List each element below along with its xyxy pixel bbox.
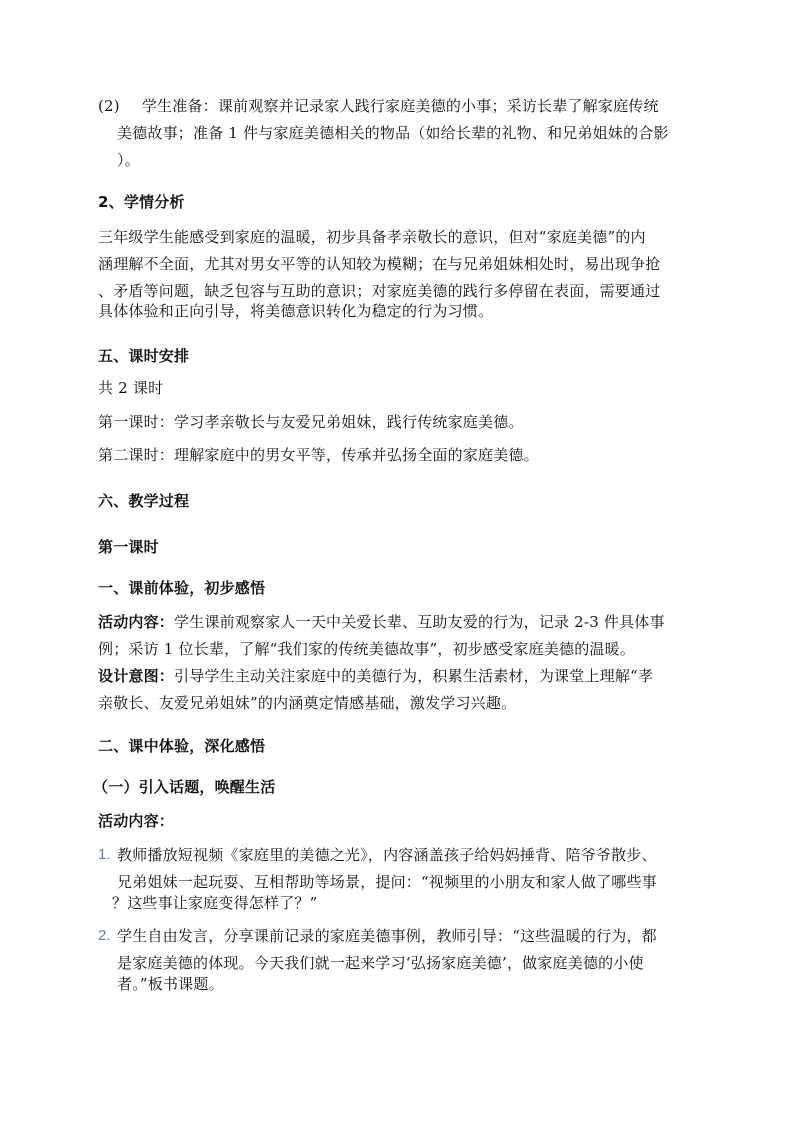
analysis-heading: 2、学情分析: [98, 193, 185, 211]
part1-activity-text-1: 学生课前观察家人一天中关爱长辈、互助友爱的行为，记录 2-3 件具体事: [174, 613, 665, 631]
prep-line-2: 美德故事；准备 1 件与家庭美德相关的物品（如给长辈的礼物、和兄弟姐妹的合影: [117, 124, 669, 142]
list-item-1-line-1: 教师播放短视频《家庭里的美德之光》，内容涵盖孩子给妈妈捶背、陪爷爷散步、: [117, 846, 657, 864]
prep-line-3: ）。: [117, 151, 140, 169]
part1-activity-line-2: 例；采访 1 位长辈，了解“我们家的传统美德故事”，初步感受家庭美德的温暖。: [98, 640, 636, 658]
schedule-second: 第二课时：理解家庭中的男女平等，传承并弘扬全面的家庭美德。: [98, 446, 539, 464]
analysis-line-2: 涵理解不全面，尤其对男女平等的认知较为模糊；在与兄弟姐妹相处时，易出现争抢: [98, 255, 661, 273]
part1-design-text-1: 引导学生主动关注家庭中的美德行为，积累生活素材，为课堂上理解“孝: [174, 667, 654, 685]
list-item-number-1: 1.: [98, 846, 111, 863]
prep-label: (2): [98, 97, 120, 115]
list-item-2-line-1: 学生自由发言，分享课前记录的家庭美德事例，教师引导：“这些温暖的行为，都: [117, 927, 657, 945]
lesson-title: 第一课时: [98, 538, 159, 556]
schedule-total: 共 2 课时: [98, 379, 164, 397]
process-heading: 六、教学过程: [98, 492, 190, 510]
part2-activity-label: 活动内容：: [98, 812, 175, 830]
part2-heading: 二、课中体验，深化感悟: [98, 737, 266, 755]
schedule-first: 第一课时：学习孝亲敬长与友爱兄弟姐妹，践行传统家庭美德。: [98, 413, 524, 431]
part1-design-line-1: [98, 666, 653, 686]
list-item-1-line-2: 兄弟姐妹一起玩耍、互相帮助等场景，提问：“视频里的小朋友和家人做了哪些事: [117, 873, 657, 891]
activity-label: 活动内容：: [98, 613, 175, 631]
list-item-1-line-3: ？这些事让家庭变得怎样了？”: [112, 894, 318, 912]
part1-heading: 一、课前体验，初步感悟: [98, 579, 266, 597]
analysis-line-4: 具体体验和正向引导，将美德意识转化为稳定的行为习惯。: [98, 302, 494, 320]
prep-line-1: [98, 96, 659, 116]
design-label: 设计意图：: [98, 667, 175, 685]
analysis-line-1: 三年级学生能感受到家庭的温暖，初步具备孝亲敬长的意识，但对“家庭美德”的内: [98, 228, 646, 246]
part1-activity-line-1: [98, 612, 665, 632]
schedule-heading: 五、课时安排: [98, 347, 190, 365]
analysis-line-3: 、矛盾等问题，缺乏包容与互助的意识；对家庭美德的践行多停留在表面，需要通过: [98, 282, 661, 300]
prep-text-1: 学生准备：课前观察并记录家人践行家庭美德的小事；采访长辈了解家庭传统: [141, 97, 659, 115]
part1-design-line-2: 亲敬长、友爱兄弟姐妹”的内涵奠定情感基础，激发学习兴趣。: [98, 694, 517, 712]
list-item-2-line-3: 者。”板书课题。: [117, 975, 224, 993]
list-item-number-2: 2.: [98, 927, 111, 944]
list-item-2-line-2: 是家庭美德的体现。今天我们就一起来学习‘弘扬家庭美德’，做家庭美德的小使: [117, 954, 644, 972]
part2-sub-heading: （一）引入话题，唤醒生活: [93, 778, 276, 796]
